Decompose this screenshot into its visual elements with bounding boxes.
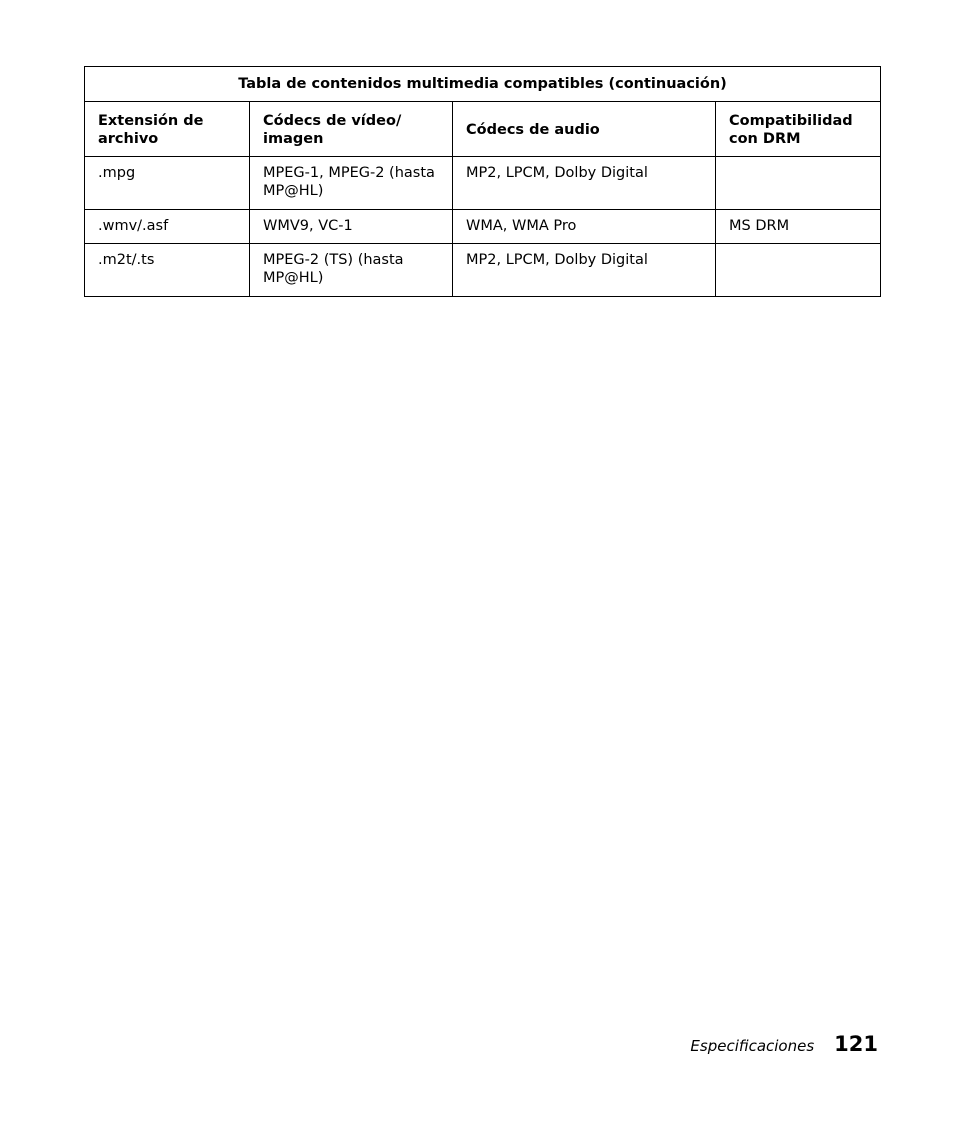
table-row bbox=[85, 157, 881, 210]
header-video-codecs: Códecs de vídeo/ imagen bbox=[250, 102, 453, 157]
table-row bbox=[85, 210, 881, 244]
cell-drm bbox=[716, 244, 881, 297]
cell-extension: .wmv/.asf bbox=[85, 210, 250, 244]
cell-video-codecs: MPEG-2 (TS) (hasta MP@HL) bbox=[250, 244, 453, 297]
cell-video-codecs: WMV9, VC-1 bbox=[250, 210, 453, 244]
header-drm-compatibility: Compatibilidad con DRM bbox=[716, 102, 881, 157]
table-caption: Tabla de contenidos multimedia compatibles (continuación) bbox=[85, 67, 881, 102]
cell-audio-codecs: MP2, LPCM, Dolby Digital bbox=[453, 244, 716, 297]
cell-extension: .m2t/.ts bbox=[85, 244, 250, 297]
table-header-row bbox=[85, 102, 881, 157]
page-number: 121 bbox=[834, 1032, 878, 1056]
table-caption-row bbox=[85, 67, 881, 102]
table-row bbox=[85, 244, 881, 297]
cell-audio-codecs: MP2, LPCM, Dolby Digital bbox=[453, 157, 716, 210]
cell-audio-codecs: WMA, WMA Pro bbox=[453, 210, 716, 244]
cell-drm: MS DRM bbox=[716, 210, 881, 244]
cell-extension: .mpg bbox=[85, 157, 250, 210]
cell-video-codecs: MPEG-1, MPEG-2 (hasta MP@HL) bbox=[250, 157, 453, 210]
multimedia-compatibility-table bbox=[84, 66, 881, 297]
page-footer bbox=[690, 1032, 878, 1056]
cell-drm bbox=[716, 157, 881, 210]
footer-section-title: Especificaciones bbox=[690, 1037, 815, 1055]
header-file-extension: Extensión de archivo bbox=[85, 102, 250, 157]
header-audio-codecs: Códecs de audio bbox=[453, 102, 716, 157]
